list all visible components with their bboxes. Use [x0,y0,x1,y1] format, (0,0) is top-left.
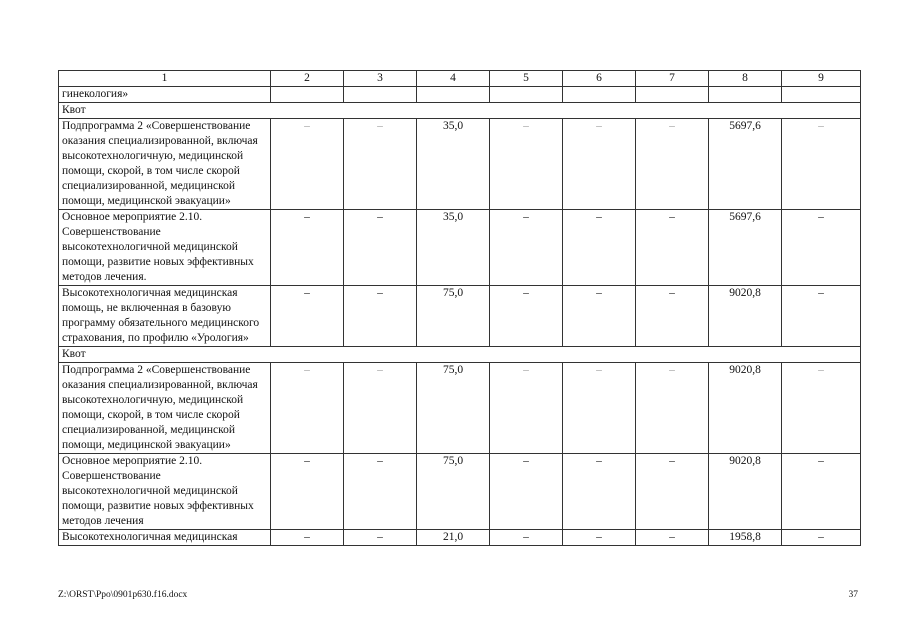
table-cell [636,87,709,103]
table-cell: – [782,210,861,286]
table-cell: 5697,6 [709,210,782,286]
table-cell: 21,0 [417,530,490,546]
table-cell: – [636,286,709,347]
table-cell: – [782,363,861,454]
table-cell: 75,0 [417,286,490,347]
col-header: 3 [344,71,417,87]
footer-page-number: 37 [848,590,858,600]
table-cell: 75,0 [417,454,490,530]
table-cell: – [271,530,344,546]
table-cell: – [636,454,709,530]
table-body [59,87,861,546]
table-row [59,286,861,347]
table-cell: – [344,530,417,546]
table-cell: – [344,210,417,286]
table-cell: – [563,210,636,286]
section-label: Квот [59,347,861,363]
header-row [59,71,861,87]
table-cell [344,87,417,103]
table-cell: – [344,454,417,530]
table-cell: – [782,286,861,347]
table-cell: 1958,8 [709,530,782,546]
data-table [58,70,861,546]
table-cell: – [271,210,344,286]
table-cell: – [344,119,417,210]
table-cell: – [782,530,861,546]
table-cell [417,87,490,103]
table-row [59,87,861,103]
table-cell: – [490,119,563,210]
row-label: Высокотехнологичная медицинская помощь, не включенная в базовую программу обязательного медицинского страхования, по профилю «Урология» [59,286,271,347]
table-cell [782,87,861,103]
table-cell: 9020,8 [709,454,782,530]
table-cell: 9020,8 [709,363,782,454]
row-label: Подпрограмма 2 «Совершенствование оказания специализированной, включая высокотехнологичную, медицинской помощи, скорой, в том числе скорой специализированной, медицинской помощи, медицинской эвакуации» [59,119,271,210]
table-cell: – [563,530,636,546]
table-cell [490,87,563,103]
table-cell: – [636,210,709,286]
row-label: гинекология» [59,87,271,103]
table-cell: 35,0 [417,210,490,286]
row-label: Высокотехнологичная медицинская [59,530,271,546]
table-cell: – [563,454,636,530]
row-label: Основное мероприятие 2.10. Совершенствование высокотехнологичной медицинской помощи, развитие новых эффективных методов лечения. [59,210,271,286]
table-cell: – [490,454,563,530]
table-cell: – [271,119,344,210]
table-row [59,363,861,454]
col-header: 4 [417,71,490,87]
section-row [59,103,861,119]
col-header: 2 [271,71,344,87]
table-cell: 5697,6 [709,119,782,210]
col-header: 8 [709,71,782,87]
table-cell: – [782,454,861,530]
table-cell [563,87,636,103]
table-cell: – [490,363,563,454]
section-label: Квот [59,103,861,119]
footer-file-path: Z:\ORST\Ppo\0901p630.f16.docx [58,590,188,600]
table-row [59,454,861,530]
table-cell: – [490,286,563,347]
col-header: 7 [636,71,709,87]
table-cell: – [271,363,344,454]
table-cell: – [636,363,709,454]
table-cell: – [490,530,563,546]
table-cell: 9020,8 [709,286,782,347]
table-cell: – [344,286,417,347]
table-cell: – [563,286,636,347]
row-label: Подпрограмма 2 «Совершенствование оказания специализированной, включая высокотехнологичную, медицинской помощи, скорой, в том числе скорой специализированной, медицинской помощи, медицинской эвакуации» [59,363,271,454]
table-cell: – [490,210,563,286]
table-cell [271,87,344,103]
table-row [59,119,861,210]
table-cell: – [636,530,709,546]
table-cell: – [271,286,344,347]
table-cell: 75,0 [417,363,490,454]
table-cell: – [563,119,636,210]
col-header: 9 [782,71,861,87]
col-header: 6 [563,71,636,87]
col-header: 1 [59,71,271,87]
table-row [59,530,861,546]
table-cell: – [344,363,417,454]
table-cell: – [636,119,709,210]
table-row [59,210,861,286]
table-cell: – [782,119,861,210]
section-row [59,347,861,363]
table-cell: – [271,454,344,530]
table-cell: 35,0 [417,119,490,210]
row-label: Основное мероприятие 2.10. Совершенствование высокотехнологичной медицинской помощи, развитие новых эффективных методов лечения [59,454,271,530]
table-cell: – [563,363,636,454]
col-header: 5 [490,71,563,87]
table-cell [709,87,782,103]
